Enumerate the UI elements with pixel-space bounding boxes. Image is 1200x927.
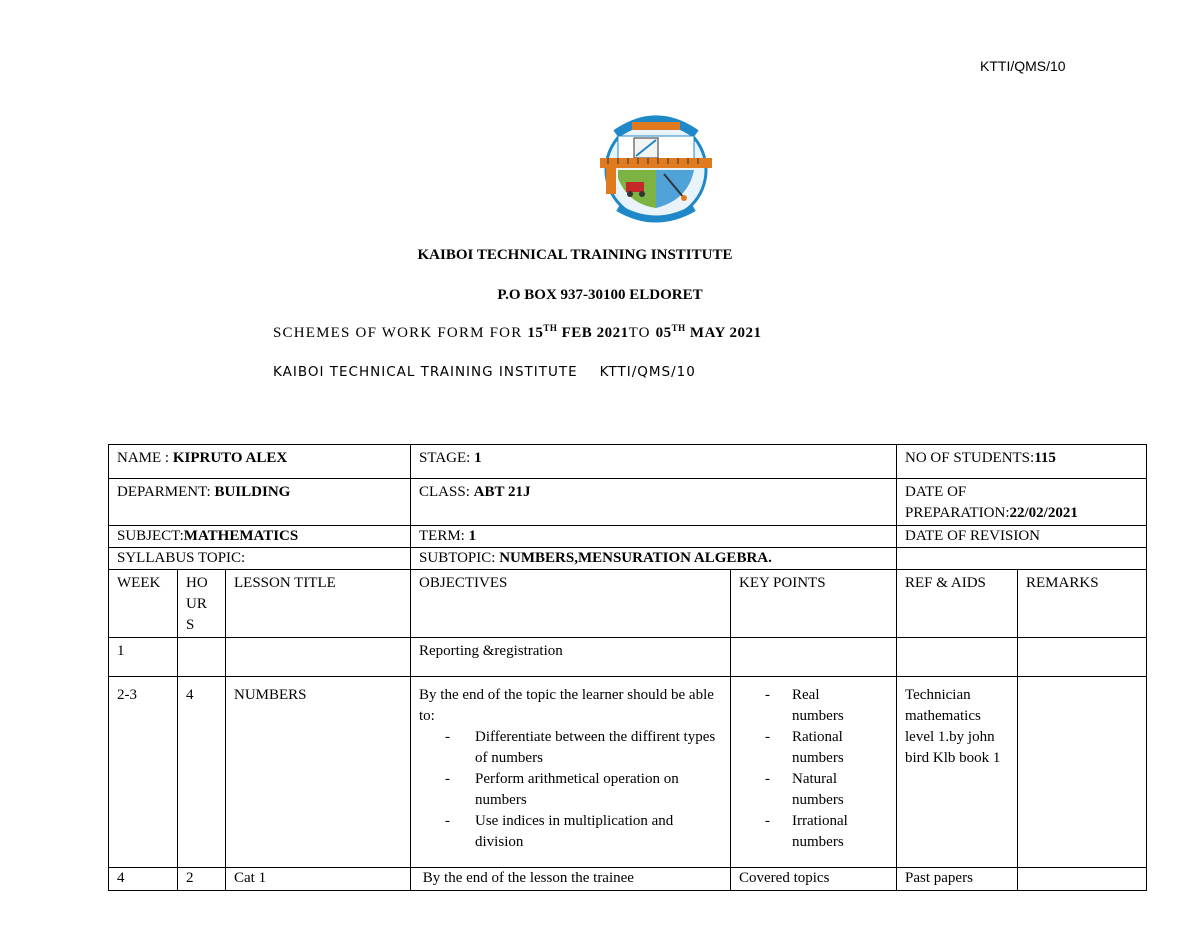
key-points-list <box>739 685 888 853</box>
objectives-intro: By the end of the topic the learner should be able to: <box>419 687 714 724</box>
list-item: - Rational numbers <box>765 727 858 769</box>
name-cell: NAME : KIPRUTO ALEX <box>109 445 411 479</box>
info-row-syllabus <box>109 548 1147 570</box>
column-header-row <box>109 570 1147 638</box>
col-week: WEEK <box>109 570 178 638</box>
col-objectives: OBJECTIVES <box>411 570 731 638</box>
list-item: - Differentiate between the diffirent types of numbers <box>445 727 722 769</box>
list-item: - Irrational numbers <box>765 811 858 853</box>
remarks-cell <box>1018 677 1147 868</box>
date-to-day: 05 <box>655 325 672 341</box>
empty-cell <box>897 548 1147 570</box>
objectives-list <box>419 727 722 853</box>
institute-logo <box>598 108 714 226</box>
hours-cell: 2 <box>178 868 226 891</box>
col-remarks: REMARKS <box>1018 570 1147 638</box>
subtopic-cell: SUBTOPIC: NUMBERS,MENSURATION ALGEBRA. <box>411 548 897 570</box>
list-item: - Perform arithmetical operation on numbers <box>445 769 722 811</box>
lesson-cell: NUMBERS <box>226 677 411 868</box>
date-to-rest: MAY 2021 <box>685 325 762 341</box>
stage-cell: STAGE: 1 <box>411 445 897 479</box>
objectives-cell <box>411 677 731 868</box>
document-code: KTTI/QMS/10 <box>980 58 1066 74</box>
footer-institute: KAIBOI TECHNICAL TRAINING INSTITUTE <box>273 364 578 380</box>
institute-address: P.O BOX 937-30100 ELDORET <box>497 287 703 303</box>
col-hours: HOURS <box>178 570 226 638</box>
week-cell: 4 <box>109 868 178 891</box>
table-row <box>109 868 1147 891</box>
key-points-cell: Covered topics <box>731 868 897 891</box>
info-row-dept <box>109 479 1147 526</box>
info-row-subject <box>109 526 1147 548</box>
hours-cell <box>178 638 226 677</box>
list-item: - Use indices in multiplication and division <box>445 811 722 853</box>
scheme-table <box>108 444 1147 891</box>
syllabus-topic-cell: SYLLABUS TOPIC: <box>109 548 411 570</box>
table-row <box>109 638 1147 677</box>
remarks-cell <box>1018 868 1147 891</box>
key-points-cell <box>731 638 897 677</box>
date-to-sup: TH <box>671 323 686 333</box>
subject-cell: SUBJECT:MATHEMATICS <box>109 526 411 548</box>
students-cell: NO OF STUDENTS:115 <box>897 445 1147 479</box>
list-item: - Real numbers <box>765 685 858 727</box>
ref-cell: Past papers <box>897 868 1018 891</box>
objectives-cell: Reporting &registration <box>411 638 731 677</box>
institute-name: KAIBOI TECHNICAL TRAINING INSTITUTE <box>417 247 733 263</box>
hours-cell: 4 <box>178 677 226 868</box>
week-cell: 2-3 <box>109 677 178 868</box>
scheme-to: TO <box>628 325 656 341</box>
term-cell: TERM: 1 <box>411 526 897 548</box>
revision-date-cell: DATE OF REVISION <box>897 526 1147 548</box>
class-cell: CLASS: ABT 21J <box>411 479 897 526</box>
col-key-points: KEY POINTS <box>731 570 897 638</box>
department-cell: DEPARMENT: BUILDING <box>109 479 411 526</box>
scheme-title <box>273 323 762 342</box>
col-lesson-title: LESSON TITLE <box>226 570 411 638</box>
date-from-rest: FEB 2021 <box>557 325 629 341</box>
date-from-day: 15 <box>527 325 544 341</box>
date-from-sup: TH <box>543 323 558 333</box>
preparation-date-cell: DATE OF PREPARATION:22/02/2021 <box>897 479 1147 526</box>
scheme-prefix: SCHEMES OF WORK FORM FOR <box>273 325 528 341</box>
week-cell: 1 <box>109 638 178 677</box>
footer-code: KTTI/QMS/10 <box>599 364 696 380</box>
info-row-name <box>109 445 1147 479</box>
remarks-cell <box>1018 638 1147 677</box>
footer-line <box>273 364 696 380</box>
table-row <box>109 677 1147 868</box>
col-ref-aids: REF & AIDS <box>897 570 1018 638</box>
lesson-cell <box>226 638 411 677</box>
list-item: - Natural numbers <box>765 769 858 811</box>
key-points-cell <box>731 677 897 868</box>
ref-cell <box>897 638 1018 677</box>
lesson-cell: Cat 1 <box>226 868 411 891</box>
objectives-cell: By the end of the lesson the trainee <box>411 868 731 891</box>
ref-cell: Technician mathematics level 1.by john bird Klb book 1 <box>897 677 1018 868</box>
